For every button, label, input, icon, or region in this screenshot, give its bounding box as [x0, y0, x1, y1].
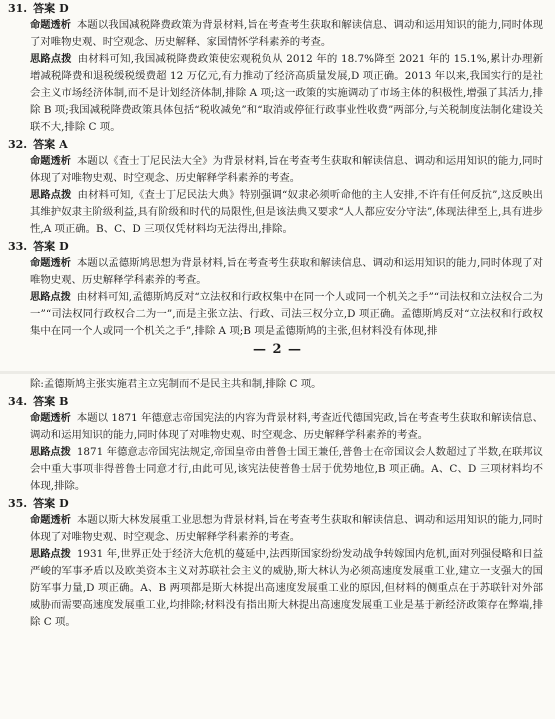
idea-paragraph	[8, 444, 543, 495]
continuation-text: 除:孟德斯鸠主张实施君主立宪制而不是民主共和制,排除 C 项。	[30, 378, 322, 390]
answer-label: 答案	[33, 395, 56, 408]
question-34	[0, 393, 555, 495]
question-number: 34.	[8, 395, 28, 408]
question-number: 35.	[8, 497, 28, 510]
intent-text: 本题以 1871 年德意志帝国宪法的内容为背景材料,考查近代德国宪政,旨在考查考生获取和解读信息、调动和运用知识的能力,同时体现了对唯物史观、时空观念、历史解释学科素养的考查。	[30, 412, 544, 441]
idea-label: 思路点拨	[30, 190, 72, 201]
intent-text: 本题以我国减税降费政策为背景材料,旨在考查考生获取和解读信息、调动和运用知识的能力,同时体现了对唯物史观、时空观念、历史解释、家国情怀学科素养的考查。	[30, 19, 543, 48]
intent-label: 命题透析	[30, 156, 71, 167]
answer-label: 答案	[33, 138, 56, 151]
answer-value: A	[59, 138, 68, 151]
answer-value: D	[59, 497, 69, 510]
question-header	[8, 495, 543, 512]
question-header	[8, 393, 543, 410]
idea-text: 由材料可知,孟德斯鸠反对“立法权和行政权集中在同一个人或同一个机关之手”“司法权和立法权合二为一”“司法权同行政权合二为一”,而是主张立法、行政、司法三权分立,D 项正确。孟德斯鸠反对“立法权和行政权集中在同一个人或同一个机关之手”,排除 A 项;B 项是孟德斯鸠的主张,但材料没有体现,排	[30, 291, 544, 337]
intent-label: 命题透析	[30, 413, 71, 424]
idea-text: 1871 年德意志帝国宪法规定,帝国皇帝由普鲁士国王兼任,普鲁士在帝国议会人数超过了半数,在联邦议会中重大事项非得普鲁士同意才行,由此可见,该宪法使普鲁士居于优势地位,B 项正确。A、C、D 三项材料均不体现,排除。	[30, 446, 544, 492]
idea-label: 思路点拨	[30, 54, 72, 65]
intent-paragraph	[8, 17, 543, 51]
intent-paragraph	[8, 410, 543, 444]
idea-label: 思路点拨	[30, 292, 71, 303]
intent-paragraph	[8, 153, 543, 187]
question-35	[0, 495, 555, 631]
idea-paragraph	[8, 187, 543, 238]
idea-text: 1931 年,世界正处于经济大危机的蔓延中,法西斯国家纷纷发动战争转嫁国内危机,面对列强侵略和日益严峻的军事矛盾以及欧美资本主义对苏联社会主义的威胁,斯大林认为必须高速度发展重工业,建立一支强大的国防军事力量,D 项正确。A、B 两项都是斯大林提出高速度发展重工业的原因,但材料的侧重点在于苏联针对外部威胁而需要高速度发展重工业,均排除;材料没有指出斯大林提出高速度发展重工业是基于新经济政策存在弊端,排除 C 项。	[30, 548, 544, 628]
question-number: 31.	[8, 2, 28, 15]
page-lower-sheet	[0, 374, 555, 719]
answer-label: 答案	[33, 240, 56, 253]
intent-label: 命题透析	[30, 258, 71, 269]
question-33	[0, 238, 555, 340]
idea-label: 思路点拨	[30, 549, 71, 560]
answer-value: B	[59, 395, 69, 408]
idea-text: 由材料可知,《査士丁尼民法大典》特别强调“奴隶必须听命他的主人安排,不许有任何反抗”,这反映出其维护奴隶主阶级利益,具有阶级和时代的局限性,但是该法典又要求“人人都应安分守法”,体现法律至上,具有进步性,A 项正确。B、C、D 三项仅凭材料均无法得出,排除。	[30, 189, 544, 235]
answer-value: D	[59, 2, 69, 15]
answer-label: 答案	[33, 497, 56, 510]
intent-text: 本题以《査士丁尼民法大全》为背景材料,旨在考查考生获取和解读信息、调动和运用知识的能力,同时体现了对唯物史观、时空观念、历史解释学科素养的考查。	[30, 155, 543, 184]
question-header	[8, 136, 543, 153]
intent-label: 命题透析	[30, 515, 71, 526]
intent-paragraph	[8, 512, 543, 546]
intent-label: 命题透析	[30, 20, 71, 31]
idea-paragraph	[8, 51, 543, 136]
answer-value: D	[59, 240, 69, 253]
answer-label: 答案	[33, 2, 56, 15]
question-32	[0, 136, 555, 238]
question-number: 33.	[8, 240, 28, 253]
intent-paragraph	[8, 255, 543, 289]
page-number: — 2 —	[252, 342, 303, 357]
idea-text: 由材料可知,我国减税降费政策使宏观税负从 2012 年的 18.7%降至 2021 年的 15.1%,累计办理新增减税降费和退税缓税缓费超 12 万亿元,有力推动了经济高质量发展,D 项正确。2013 年以来,我国实行的是社会主义市场经济体制,而不是计划经济体制,排除 A 项;这一政策的实施调动了市场主体的积极性,增强了其活力,排除 B 项;我国减税降费政策具体包括“税收减免”和“取消或停征行政事业性收费”两部分,与关税制度法制化建设关联不大,排除 C 项。	[30, 53, 544, 133]
idea-paragraph	[8, 546, 543, 631]
idea-paragraph	[8, 289, 543, 340]
question-31	[0, 0, 555, 136]
intent-text: 本题以斯大林发展重工业思想为背景材料,旨在考查考生获取和解读信息、调动和运用知识的能力,同时体现了对唯物史观、时空观念、历史解释学科素养的考查。	[30, 514, 543, 543]
question-header	[8, 238, 543, 255]
intent-text: 本题以孟德斯鸠思想为背景材料,旨在考查考生获取和解读信息、调动和运用知识的能力,同时体现了对唯物史观、历史解释学科素养的考查。	[30, 257, 543, 286]
question-header	[8, 0, 543, 17]
idea-label: 思路点拨	[30, 447, 71, 458]
question-number: 32.	[8, 138, 28, 151]
